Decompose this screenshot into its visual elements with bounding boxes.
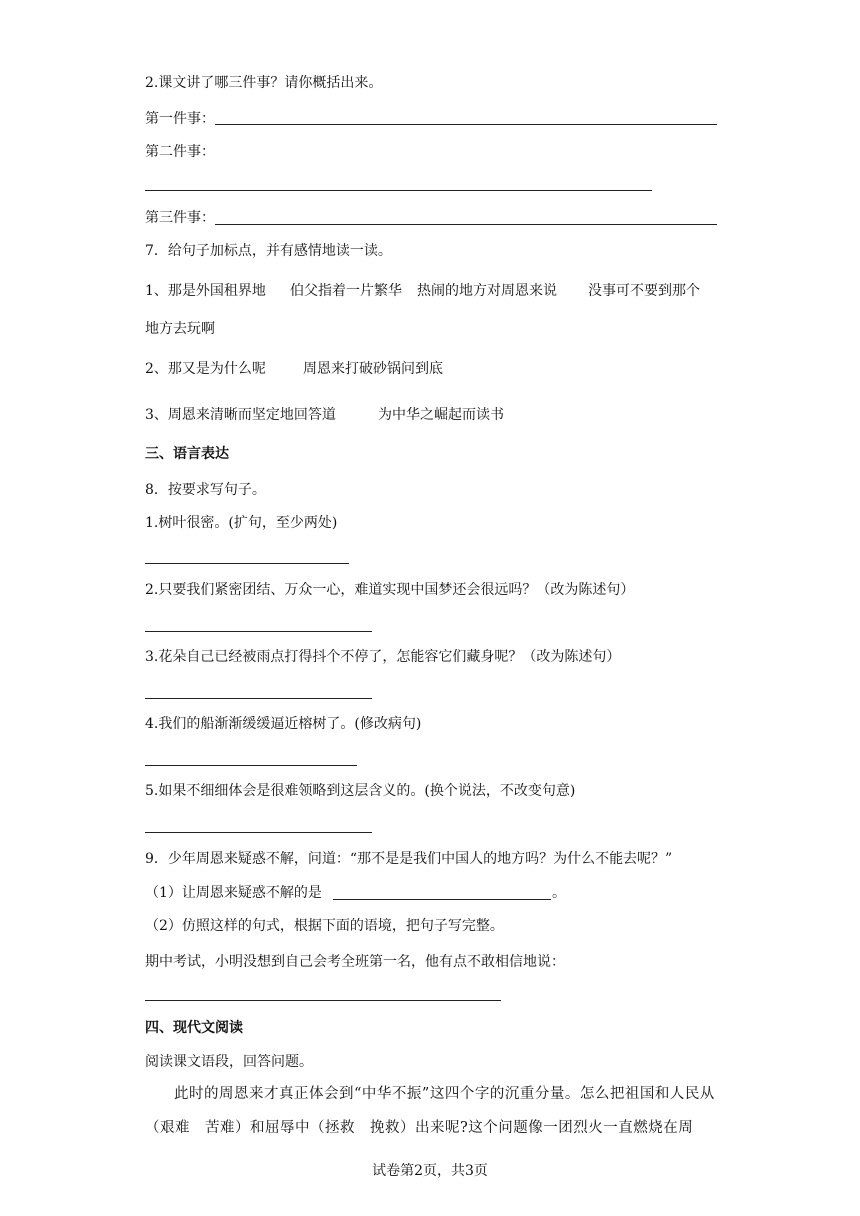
q8-item-1-answer-line[interactable] (145, 563, 349, 564)
q2-first-label: 第一件事： (145, 111, 215, 127)
q9-part1-end: 。 (552, 885, 566, 901)
q2-second-answer-line[interactable] (145, 190, 652, 191)
q7-s1-part3: 热闹的地方对周恩来说 (417, 283, 557, 299)
reading-passage: 此时的周恩来才真正体会到“中华不振”这四个字的沉重分量。怎么把祖国和人民从（艰难 苦难）和屈辱中（拯救 挽救）出来呢?这个问题像一团烈火一直燃烧在周 (145, 1086, 715, 1136)
q9-part2-answer-line[interactable] (145, 1000, 501, 1001)
q2-question: 2.课文讲了哪三件事？请你概括出来。 (145, 75, 383, 91)
q7-s1-part4: 没事可不要到那个 (588, 283, 700, 299)
q7-s1-part1: 1、那是外国租界地 (145, 283, 266, 299)
q9-question: 9．少年周恩来疑惑不解，问道：“那不是是我们中国人的地方吗？为什么不能去呢？” (145, 851, 673, 867)
q9-part1-label: （1）让周恩来疑惑不解的是 (145, 885, 322, 901)
page-footer: 试卷第2页，共3页 (372, 1163, 488, 1179)
q2-second-label: 第二件事： (145, 144, 215, 160)
q8-item-5-answer-line[interactable] (145, 832, 372, 833)
q8-item-2-answer-line[interactable] (145, 631, 372, 632)
q8-item-4-answer-line[interactable] (145, 765, 357, 766)
q8-item-3: 3.花朵自己已经被雨点打得抖个不停了，怎能容它们藏身呢？（改为陈述句） (145, 649, 621, 665)
reading-instruction: 阅读课文语段，回答问题。 (145, 1054, 313, 1070)
q9-context: 期中考试，小明没想到自己会考全班第一名，他有点不敢相信地说： (145, 954, 565, 970)
q8-item-1: 1.树叶很密。(扩句，至少两处) (145, 515, 338, 531)
q8-item-4: 4.我们的船渐渐缓缓逼近榕树了。(修改病句) (145, 716, 422, 732)
q8-question: 8．按要求写句子。 (145, 482, 266, 498)
q9-part1-answer-line[interactable] (333, 899, 551, 900)
q8-item-3-answer-line[interactable] (145, 698, 372, 699)
q7-s3-part1: 3、周恩来清晰而坚定地回答道 (145, 407, 336, 423)
q7-s2-part1: 2、那又是为什么呢 (145, 361, 266, 377)
q7-question: 7．给句子加标点，并有感情地读一读。 (145, 243, 392, 259)
q8-item-5: 5.如果不细细体会是很难领略到这层含义的。(换个说法，不改变句意) (145, 783, 576, 799)
q7-s3-part2: 为中华之崛起而读书 (378, 407, 504, 423)
q2-first-answer-line[interactable] (215, 124, 717, 125)
q9-part2-label: （2）仿照这样的句式，根据下面的语境，把句子写完整。 (145, 918, 504, 934)
q2-third-label: 第三件事： (145, 210, 215, 226)
q7-s1-part5: 地方去玩啊 (145, 321, 215, 337)
q2-third-answer-line[interactable] (215, 224, 717, 225)
q8-item-2: 2.只要我们紧密团结、万众一心，难道实现中国梦还会很远吗？（改为陈述句） (145, 582, 635, 598)
section-3-heading: 三、语言表达 (145, 446, 229, 462)
section-4-heading: 四、现代文阅读 (145, 1020, 243, 1036)
q7-s1-part2: 伯父指着一片繁华 (290, 283, 402, 299)
q7-s2-part2: 周恩来打破砂锅问到底 (303, 361, 443, 377)
